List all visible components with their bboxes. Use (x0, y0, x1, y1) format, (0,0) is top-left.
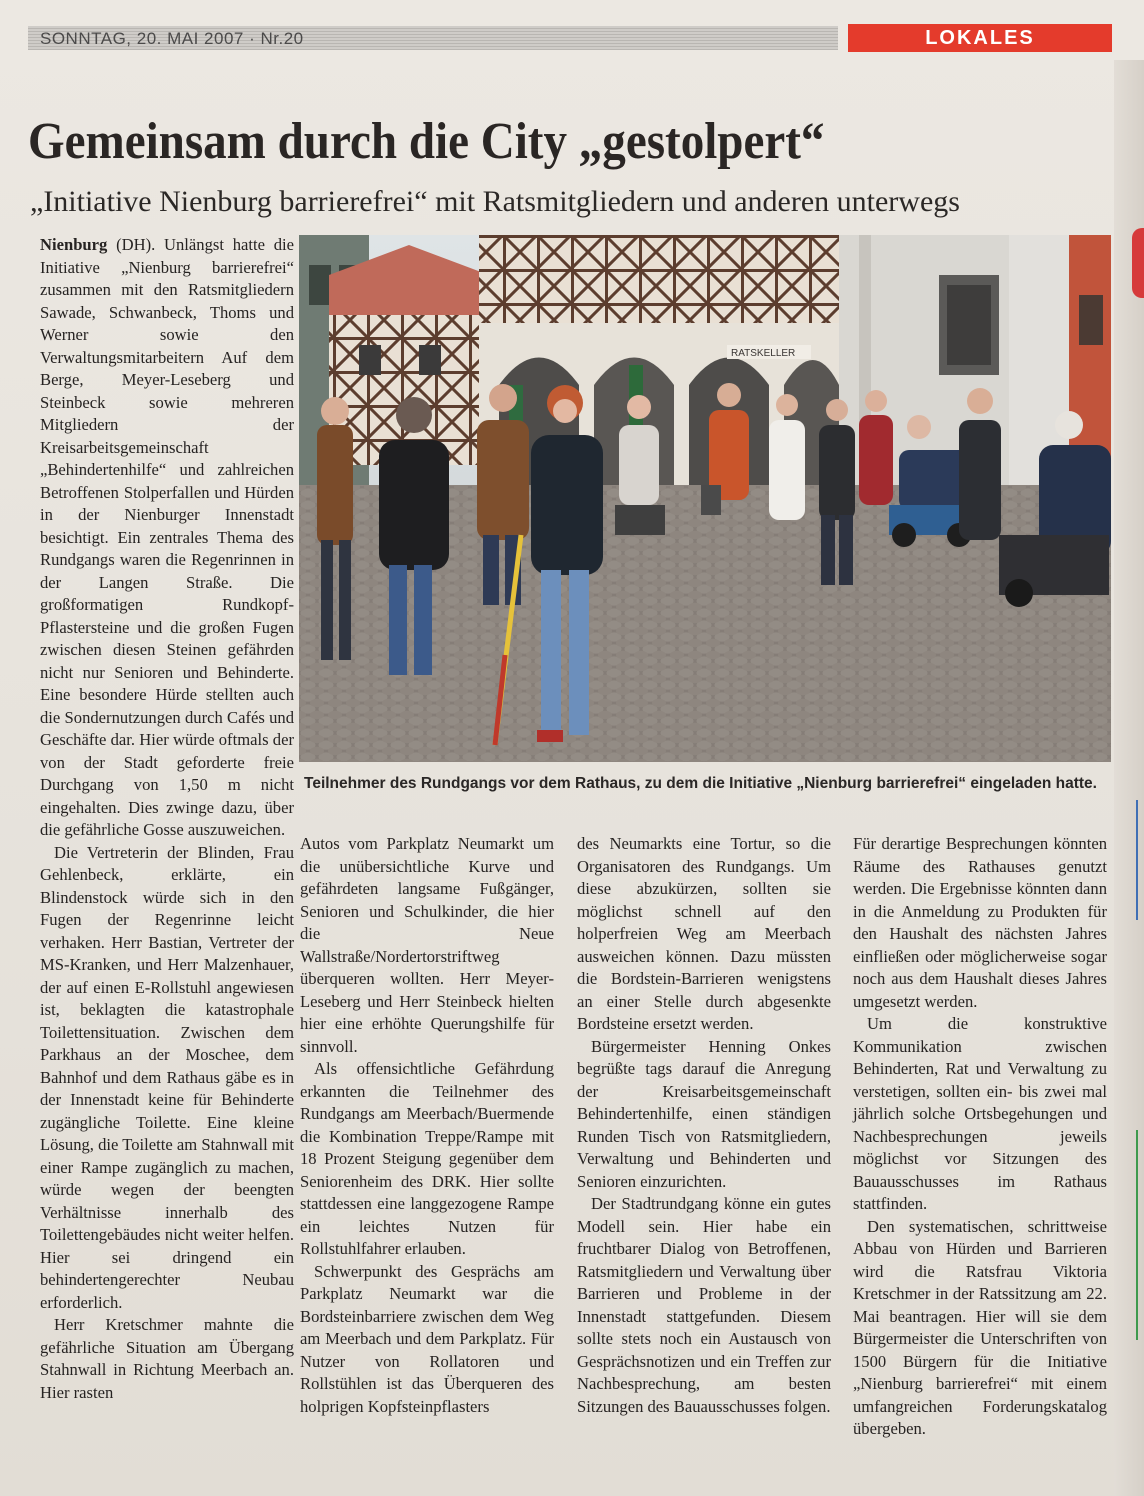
article-column-2 (300, 833, 554, 1418)
paragraph: Der Stadtrundgang könne ein gutes Modell sein. Hier habe ein fruchtbarer Dialog von Betroffenen, Ratsmitgliedern und Verwaltung über Barrieren und Probleme in der Innenstadt stattgefunden. Diesem sollte stets noch ein Austausch von Gesprächsnotizen und ein Treffen zur Nachbesprechung, am besten Sitzungen des Bauausschusses folgen. (577, 1194, 831, 1416)
adjacent-green-rule (1136, 1130, 1144, 1340)
ratskeller-sign: RATSKELLER (731, 348, 796, 359)
paragraph: des Neumarkts eine Tortur, so die Organisatoren des Rundgangs. Um diese abzukürzen, sollten sie möglichst schnell auf den holperfreien Weg am Meerbach ausweichen können. Dazu müssten die Bordstein-Barrieren wenigstens an einer Stelle durch abgesenkte Bordsteine ersetzt werden. (577, 834, 831, 1033)
photo-caption: Teilnehmer des Rundgangs vor dem Rathaus, zu dem die Initiative „Nienburg barrierefrei“ eingeladen hatte. (304, 775, 1097, 792)
subheadline: „Initiative Nienburg barrierefrei“ mit Ratsmitgliedern und anderen unterwegs (30, 185, 960, 218)
article-column-4 (853, 833, 1107, 1441)
paragraph: Bürgermeister Henning Onkes begrüßte tags darauf die Anregung der Kreisarbeitsgemeinschaft Behindertenhilfe, einen ständigen Runden Tisch von Ratsmitgliedern, Verwaltung und Behinderten und Senioren einzurichten. (577, 1036, 831, 1191)
paragraph (40, 234, 294, 842)
adjacent-red-mark (1132, 228, 1144, 298)
article-column-3 (577, 833, 831, 1418)
dateline: SONNTAG, 20. MAI 2007 · Nr.20 (40, 29, 304, 48)
article-column-1 (40, 234, 294, 1404)
headline: Gemeinsam durch die City „gestolpert“ (28, 113, 825, 170)
paragraph: Autos vom Parkplatz Neumarkt um die unübersichtliche Kurve und gefährdeten langsame Fußgänger, Senioren und Schulkinder, die hier die Neue Wallstraße/Nordertorstriftweg überqueren wollten. Herr Meyer-Leseberg und Herr Steinbeck hielten hier eine erhöhte Querungshilfe für sinnvoll. (300, 834, 554, 1056)
article-photo (299, 235, 1111, 762)
paragraph: Um die konstruktive Kommunikation zwischen Behinderten, Rat und Verwaltung zu verstetigen, sollten ein- bis zwei mal jährlich solche Ortsbegehungen und Nachbesprechungen jeweils möglichst vor Sitzungen des Bauausschusses im Rathaus stattfinden. (853, 1014, 1107, 1213)
section-label: LOKALES (848, 24, 1112, 52)
paragraph: Schwerpunkt des Gesprächs am Parkplatz Neumarkt war die Bordsteinbarriere zwischen dem Weg am Meerbach und dem Parkplatz. Für Nutzer von Rollatoren und Rollstühlen ist das Überqueren des holprigen Kopfsteinpflasters (300, 1261, 554, 1416)
paragraph: Herr Kretschmer mahnte die gefährliche Situation am Übergang Stahnwall in Richtung Meerbach an. Hier rasten (40, 1315, 294, 1402)
paragraph: Den systematischen, schrittweise Abbau von Hürden und Barrieren wird die Ratsfrau Viktoria Kretschmer in der Ratssitzung am 22. Mai beantragen. Hier will sie dem Bürgermeister die Unterschriften von 1500 Bürgern für die Initiative „Nienburg barrierefrei“ mit einem umfangreichen Forderungskatalog übergeben. (853, 1216, 1107, 1438)
dateline-location: Nienburg (40, 235, 108, 254)
paragraph: Die Vertreterin der Blinden, Frau Gehlenbeck, erklärte, ein Blindenstock würde sich in den Fugen der Regenrinne leicht verhaken. Herr Bastian, Vertreter der MS-Kranken, und Herr Malzenhauer, der auf einen E-Rollstuhl angewiesen ist, beklagten die katastrophale Toilettensituation. Zwischen dem Parkhaus an der Moschee, dem Bahnhof und dem Rathaus gäbe es in der Innenstadt keine für Behinderte zugängliche Toilette. Eine kleine Lösung, die Toilette am Stahnwall mit einer Rampe zugänglich zu machen, würde wegen der beengten Verhältnisse innerhalb des Toilettengebäudes nicht weiter helfen. Hier sei dringend ein behindertengerechter Neubau erforderlich. (40, 842, 294, 1312)
adjacent-blue-rule (1136, 800, 1144, 920)
paragraph: Als offensichtliche Gefährdung erkannten die Teilnehmer des Rundgangs am Meerbach/Buermende die Kombination Treppe/Rampe mit 18 Prozent Steigung gegenüber dem Seniorenheim des DRK. Hier sollte stattdessen eine langgezogene Rampe ein leichtes Nutzen für Rollstuhlfahrer erlauben. (300, 1059, 554, 1258)
paragraph: Für derartige Besprechungen könnten Räume des Rathauses genutzt werden. Die Ergebnisse könnten dann in die Anmeldung zu Produkten für den Haushalt des nächsten Jahres einfließen oder möglicherweise sogar noch aus dem Haushalt dieses Jahres umgesetzt werden. (853, 834, 1107, 1011)
paragraph-text: (DH). Unlängst hatte die Initiative „Nienburg barrierefrei“ zusammen mit den Ratsmitgliedern Sawade, Schwanbeck, Thoms und Werner sowie den Verwaltungsmitarbeitern Auf dem Berge, Meyer-Leseberg und Steinbeck sowie mehreren Mitgliedern der Kreisarbeitsgemeinschaft „Behindertenhilfe“ und zahlreichen Betroffenen Stolperfallen und Hürden in der Nienburger Innenstadt besichtigt. Ein zentrales Thema des Rundgangs waren die Regenrinnen in der Langen Straße. Die großformatigen Rundkopf-Pflastersteine und die großen Fugen zwischen diesen Steinen gefährden nicht nur Senioren und Behinderte. Eine besondere Hürde stellten auch die Sondernutzungen durch Cafés und Geschäfte dar. Hier würde oftmals der von der Stadt geforderte freie Durchgang von 1,50 m nicht eingehalten. Dies zwinge dazu, über die gefährliche Gosse auszuweichen. (40, 235, 294, 839)
